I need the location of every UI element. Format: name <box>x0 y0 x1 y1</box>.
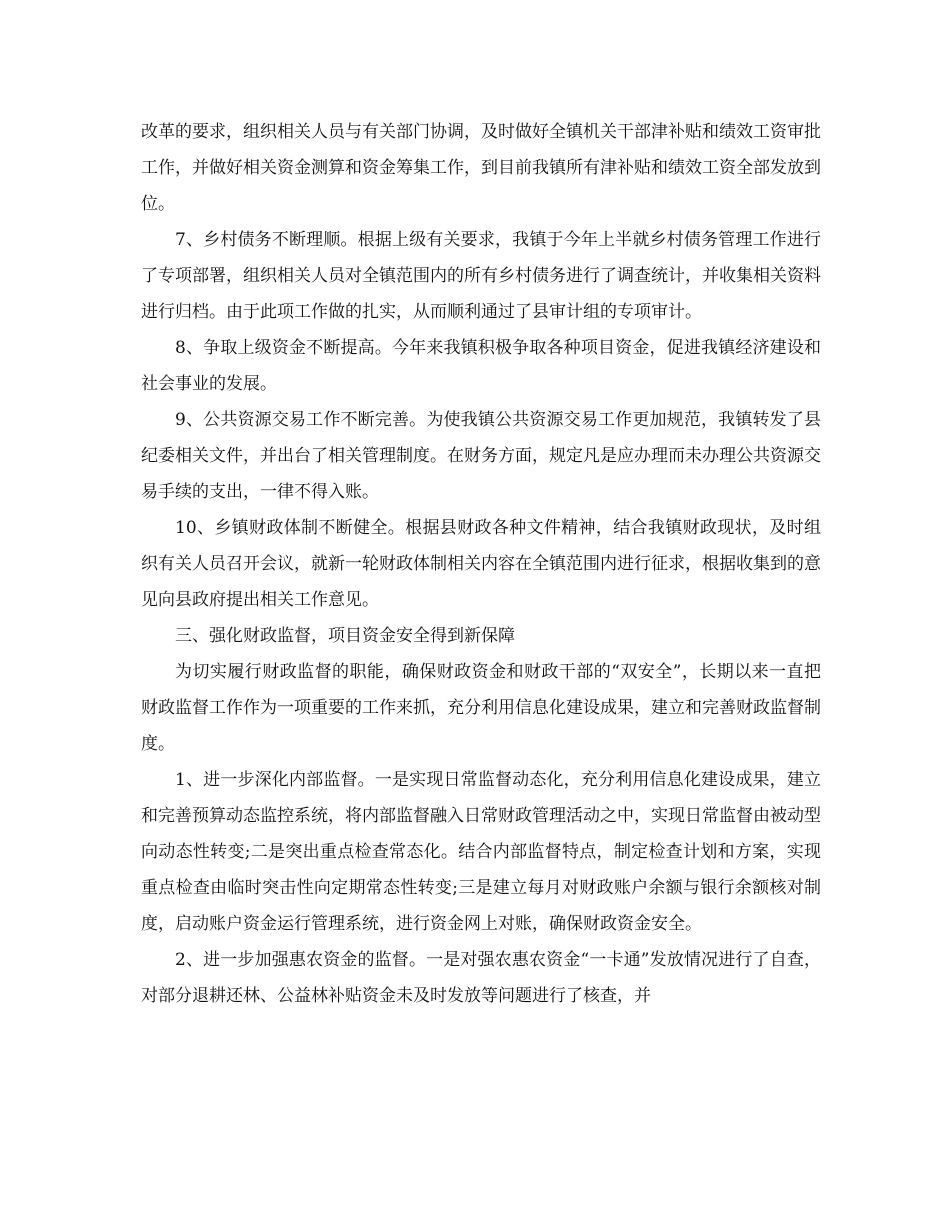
paragraph-public-resources: 9、公共资源交易工作不断完善。为使我镇公共资源交易工作更加规范，我镇转发了县纪委相关文件，并出台了相关管理制度。在财务方面，规定凡是应办理而未办理公共资源交易手续的支出，一律不得入账。 <box>141 410 821 502</box>
paragraph-higher-funds: 8、争取上级资金不断提高。今年来我镇积极争取各种项目资金，促进我镇经济建设和社会事业的发展。 <box>141 338 821 394</box>
paragraph-village-debt: 7、乡村债务不断理顺。根据上级有关要求，我镇于今年上半就乡村债务管理工作进行了专项部署，组织相关人员对全镇范围内的所有乡村债务进行了调查统计，并收集相关资料进行归档。由于此项工作做的扎实，从而顺利通过了县审计组的专项审计。 <box>141 230 821 322</box>
section-heading-fiscal-supervision: 三、强化财政监督，项目资金安全得到新保障 <box>175 626 515 646</box>
paragraph-farm-subsidy-supervision: 2、进一步加强惠农资金的监督。一是对强农惠农资金“一卡通”发放情况进行了自查，对部分退耕还林、公益林补贴资金未及时发放等问题进行了核查，并 <box>141 950 821 1006</box>
paragraph-supervision-intro: 为切实履行财政监督的职能，确保财政资金和财政干部的“双安全”，长期以来一直把财政监督工作作为一项重要的工作来抓，充分利用信息化建设成果，建立和完善财政监督制度。 <box>141 662 821 754</box>
paragraph-internal-supervision: 1、进一步深化内部监督。一是实现日常监督动态化，充分利用信息化建设成果，建立和完善预算动态监控系统，将内部监督融入日常财政管理活动之中，实现日常监督由被动型向动态性转变;二是突出重点检查常态化。结合内部监督特点，制定检查计划和方案，实现重点检查由临时突击性向定期常态性转变;三是建立每月对财政账户余额与银行余额核对制度，启动账户资金运行管理系统，进行资金网上对账，确保财政资金安全。 <box>141 770 821 934</box>
paragraph-fiscal-system: 10、乡镇财政体制不断健全。根据县财政各种文件精神，结合我镇财政现状，及时组织有关人员召开会议，就新一轮财政体制相关内容在全镇范围内进行征求，根据收集到的意见向县政府提出相关工作意见。 <box>141 518 821 610</box>
document-body <box>141 114 821 1014</box>
paragraph-continued-salary: 改革的要求，组织相关人员与有关部门协调，及时做好全镇机关干部津补贴和绩效工资审批工作，并做好相关资金测算和资金筹集工作，到目前我镇所有津补贴和绩效工资全部发放到位。 <box>141 122 821 214</box>
